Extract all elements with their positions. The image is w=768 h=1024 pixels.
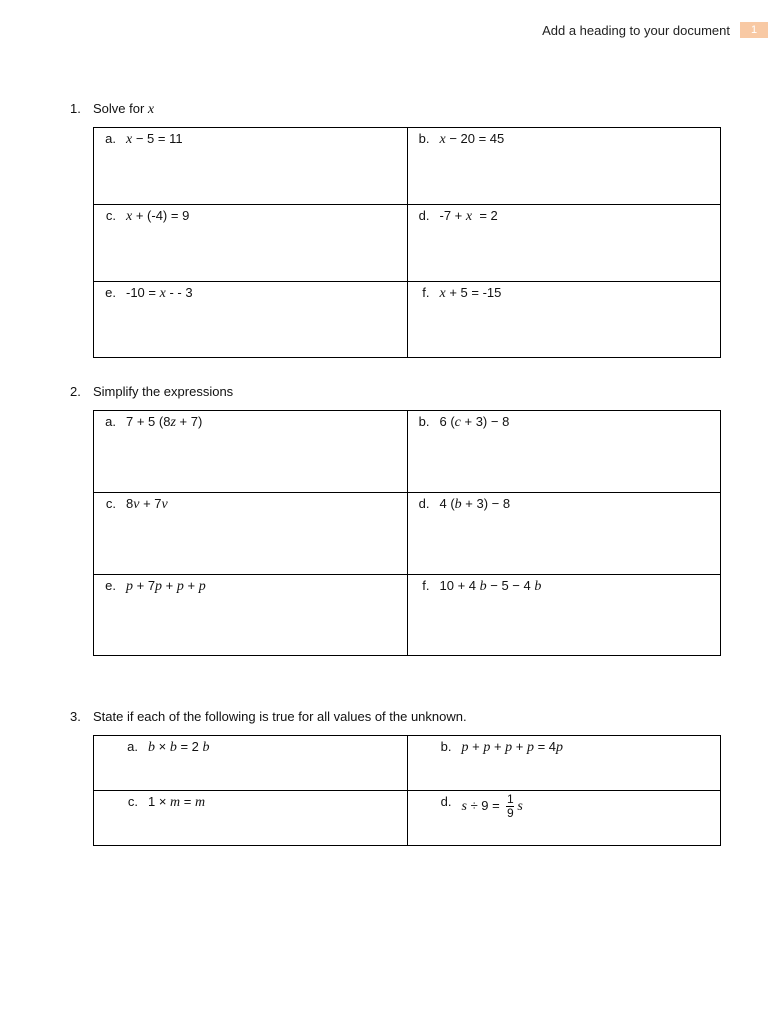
expression-text: + 7 [139, 496, 162, 511]
variable: v [133, 497, 140, 512]
page-number-badge: 1 [740, 22, 768, 38]
question-3 [70, 709, 467, 724]
variable: x [439, 132, 446, 147]
question-1 [70, 101, 154, 118]
header-heading[interactable]: Add a heading to your document [542, 22, 730, 38]
item-cell[interactable] [94, 493, 408, 575]
item-cell[interactable] [94, 282, 408, 358]
item-label: a. [105, 414, 116, 429]
variable: p [505, 740, 513, 755]
expression-text: − 20 = 45 [445, 131, 505, 146]
item-cell[interactable] [407, 575, 721, 656]
expression-text: × [155, 739, 170, 754]
item-cell[interactable] [407, 411, 721, 493]
variable: p [483, 740, 491, 755]
variable: x [439, 286, 446, 301]
item-expression [440, 131, 505, 148]
expression-text: + 3) − 8 [460, 414, 510, 429]
item-cell[interactable] [94, 205, 408, 282]
expression-text: 8 [126, 496, 134, 511]
expression-text: 1 × [148, 794, 171, 809]
variable: x [126, 132, 133, 147]
variable: s [517, 798, 523, 814]
item-content [94, 736, 407, 756]
expression-text: + 5 = -15 [445, 285, 502, 300]
variable: b [202, 740, 210, 755]
item-label: c. [127, 794, 138, 809]
item-cell[interactable] [94, 575, 408, 656]
variable: s [461, 798, 467, 814]
variable: p [461, 740, 469, 755]
item-expression [126, 496, 168, 513]
variable: p [126, 579, 133, 594]
expression-text: + [490, 739, 506, 754]
item-label: b. [418, 131, 430, 146]
expression-text: + [512, 739, 527, 754]
variable: p [155, 579, 163, 594]
expression-text: - - 3 [165, 285, 193, 300]
item-expression [148, 794, 205, 811]
item-label: b. [440, 739, 452, 754]
item-expression [440, 578, 542, 595]
item-content [94, 575, 407, 595]
item-expression [126, 131, 183, 148]
expression-text: 6 ( [439, 414, 455, 429]
expression-text: 4 ( [439, 496, 455, 511]
item-content [408, 128, 721, 148]
variable: m [170, 795, 181, 810]
question-2 [70, 384, 233, 399]
expression-text: − 5 − 4 [486, 578, 535, 593]
expression-text: = [180, 794, 195, 809]
expression-text: -10 = [126, 285, 160, 300]
item-cell[interactable] [407, 282, 721, 358]
item-label: c. [105, 208, 116, 223]
item-expression [440, 414, 510, 431]
variable: p [526, 740, 534, 755]
question-1-table [93, 127, 721, 358]
item-cell[interactable] [94, 791, 408, 846]
item-label: e. [105, 285, 116, 300]
variable: b [169, 740, 177, 755]
item-expression [462, 794, 523, 819]
question-prompt: State if each of the following is true for all values of the unknown. [93, 709, 467, 724]
item-content [94, 205, 407, 225]
expression-text: = 2 [176, 739, 203, 754]
item-label: e. [105, 578, 116, 593]
item-label: d. [440, 794, 452, 809]
item-cell[interactable] [407, 493, 721, 575]
item-label: d. [418, 496, 430, 511]
expression-text: + [468, 739, 484, 754]
expression-text: + 7 [133, 578, 156, 593]
item-label: d. [418, 208, 430, 223]
item-expression [440, 285, 502, 302]
question-2-table [93, 410, 721, 656]
item-cell[interactable] [407, 791, 721, 846]
item-expression [126, 414, 202, 431]
item-label: f. [422, 285, 430, 300]
expression-text: = 4 [533, 739, 557, 754]
item-content [94, 493, 407, 513]
variable: m [195, 795, 206, 810]
item-label: b. [418, 414, 430, 429]
item-expression [126, 578, 206, 595]
fraction: $\frac{1}{9}$ [507, 792, 514, 820]
item-expression [462, 739, 564, 756]
item-expression [440, 496, 511, 513]
item-label: f. [422, 578, 430, 593]
item-expression [126, 285, 193, 302]
expression-text: 7 + 5 (8 [126, 414, 171, 429]
item-content [94, 128, 407, 148]
expression-text: 10 + 4 [439, 578, 480, 593]
variable: p [556, 740, 564, 755]
item-label: c. [105, 496, 116, 511]
variable: v [161, 497, 168, 512]
item-cell[interactable] [94, 411, 408, 493]
item-content [94, 411, 407, 431]
question-number: 2. [70, 384, 81, 399]
variable: z [170, 415, 176, 430]
variable: x [159, 286, 166, 301]
item-cell[interactable] [94, 128, 408, 205]
item-content [408, 736, 721, 756]
expression-text: + [162, 578, 177, 593]
item-cell[interactable] [407, 736, 721, 791]
item-cell[interactable] [407, 128, 721, 205]
expression-text: + [183, 578, 199, 593]
expression-text: − 5 = 11 [132, 131, 183, 146]
variable: p [198, 579, 206, 594]
item-label: a. [105, 131, 116, 146]
item-content [94, 282, 407, 302]
variable: b [479, 579, 487, 594]
expression-text: + 3) − 8 [461, 496, 511, 511]
question-3-table [93, 735, 721, 846]
item-cell[interactable] [407, 205, 721, 282]
variable: b [534, 579, 542, 594]
item-content [408, 411, 721, 431]
item-expression [440, 208, 498, 225]
variable: b [454, 497, 462, 512]
question-prompt: Simplify the expressions [93, 384, 234, 399]
item-content [408, 493, 721, 513]
item-content [408, 575, 721, 595]
item-cell[interactable] [94, 736, 408, 791]
item-expression [126, 208, 189, 225]
variable: b [148, 740, 155, 755]
item-content [408, 205, 721, 225]
variable: x [126, 209, 133, 224]
variable: x [465, 209, 473, 224]
expression-text: ÷ 9 = [466, 797, 504, 813]
question-number: 3. [70, 709, 81, 724]
item-expression [148, 739, 210, 756]
expression-text: -7 + [439, 208, 466, 223]
expression-text: = 2 [472, 208, 498, 223]
variable: p [176, 579, 184, 594]
item-label: a. [127, 739, 138, 754]
question-number: 1. [70, 101, 81, 116]
item-content [408, 282, 721, 302]
expression-text: + 7) [175, 414, 203, 429]
question-prompt: Solve for x [93, 101, 155, 117]
variable: c [454, 415, 461, 430]
expression-text: + (-4) = 9 [132, 208, 190, 223]
item-content [94, 791, 407, 811]
item-content [408, 791, 721, 819]
page-header [542, 20, 768, 40]
